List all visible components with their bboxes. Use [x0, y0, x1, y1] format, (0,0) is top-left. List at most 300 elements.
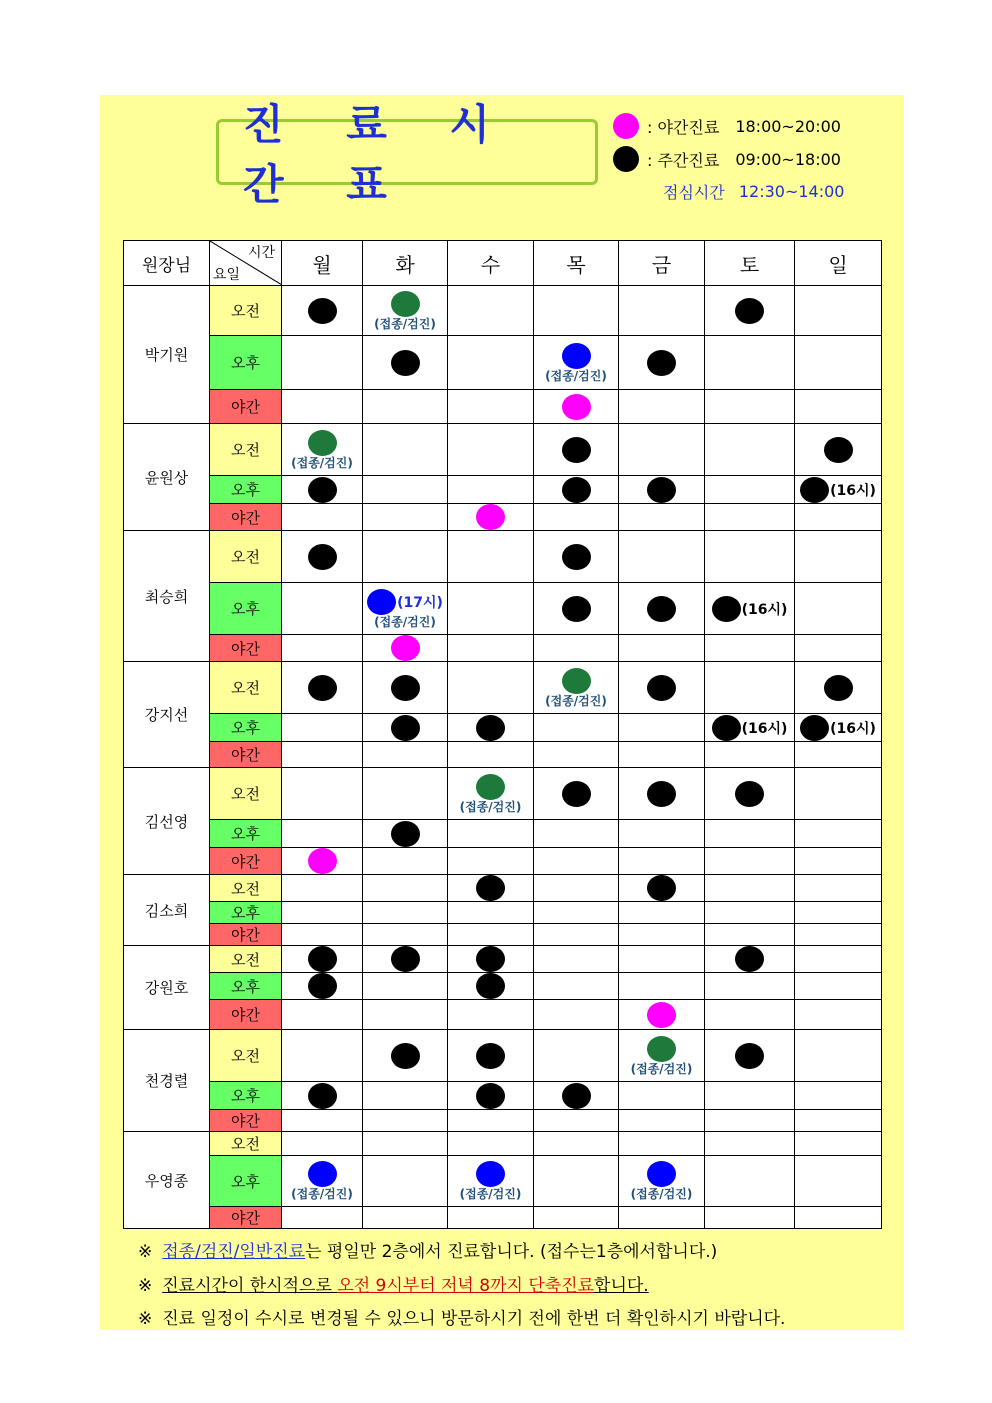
legend-night-time: 18:00~20:00 [735, 116, 841, 136]
schedule-cell [363, 476, 448, 504]
schedule-cell [448, 973, 534, 1000]
schedule-cell [534, 424, 619, 476]
legend-day [613, 146, 841, 172]
schedule-cell [795, 504, 882, 531]
schedule-cell [705, 476, 795, 504]
black-dot-icon [562, 596, 591, 622]
header-doctor: 원장님 [124, 241, 210, 286]
schedule-cell [363, 662, 448, 714]
legend-day-time: 09:00~18:00 [735, 149, 841, 169]
schedule-cell [619, 1030, 705, 1082]
schedule-cell [282, 946, 363, 973]
schedule-cell [448, 424, 534, 476]
period-label: 오전 [210, 286, 282, 336]
schedule-cell [534, 848, 619, 875]
black-dot-icon [735, 781, 764, 807]
schedule-cell [795, 1030, 882, 1082]
schedule-cell [705, 973, 795, 1000]
schedule-cell [619, 476, 705, 504]
black-dot-icon [647, 350, 676, 376]
schedule-cell [619, 583, 705, 635]
schedule-cell [705, 714, 795, 742]
magenta-dot-icon [647, 1002, 676, 1028]
black-dot-icon [800, 477, 829, 503]
period-label: 야간 [210, 1207, 282, 1229]
blue-dot-icon [308, 1161, 337, 1187]
black-dot-icon [476, 1083, 505, 1109]
schedule-cell [534, 583, 619, 635]
black-dot-icon [308, 477, 337, 503]
schedule-cell [448, 1082, 534, 1110]
black-dot-icon [647, 477, 676, 503]
schedule-cell [619, 820, 705, 848]
schedule-cell [534, 1207, 619, 1229]
schedule-cell [534, 714, 619, 742]
schedule-cell [282, 583, 363, 635]
schedule-cell [534, 662, 619, 714]
schedule-cell [363, 848, 448, 875]
schedule-cell [795, 924, 882, 946]
period-label: 야간 [210, 848, 282, 875]
schedule-cell [282, 1082, 363, 1110]
period-label: 오전 [210, 768, 282, 820]
schedule-cell [282, 924, 363, 946]
schedule-cell [705, 848, 795, 875]
period-label: 오전 [210, 531, 282, 583]
vaccine-checkup-note: (접종/검진) [374, 614, 436, 629]
schedule-cell [363, 504, 448, 531]
magenta-dot-icon [613, 113, 639, 139]
black-dot-icon [391, 1043, 420, 1069]
schedule-cell [363, 286, 448, 336]
schedule-cell [448, 946, 534, 973]
schedule-cell [795, 1207, 882, 1229]
schedule-cell [282, 973, 363, 1000]
schedule-cell [363, 875, 448, 902]
schedule-cell [619, 424, 705, 476]
schedule-cell [795, 714, 882, 742]
schedule-cell [363, 902, 448, 924]
schedule-cell [282, 1156, 363, 1207]
schedule-cell [795, 662, 882, 714]
black-dot-icon [562, 477, 591, 503]
schedule-cell [363, 390, 448, 424]
blue-dot-icon [562, 343, 591, 369]
blue-dot-icon [647, 1161, 676, 1187]
schedule-cell [619, 946, 705, 973]
vaccine-checkup-note: (접종/검진) [291, 1187, 353, 1201]
period-label: 오전 [210, 1132, 282, 1156]
header-day: 토 [705, 241, 795, 286]
schedule-cell [795, 1132, 882, 1156]
period-label: 오후 [210, 1156, 282, 1207]
schedule-cell [534, 875, 619, 902]
black-dot-icon [476, 1043, 505, 1069]
schedule-cell [619, 714, 705, 742]
magenta-dot-icon [391, 635, 420, 661]
black-dot-icon [735, 298, 764, 324]
schedule-cell [619, 390, 705, 424]
schedule-cell [363, 714, 448, 742]
magenta-dot-icon [308, 848, 337, 874]
schedule-cell [705, 1000, 795, 1030]
schedule-cell [282, 662, 363, 714]
schedule-cell [705, 875, 795, 902]
schedule-cell [705, 286, 795, 336]
title-box [216, 100, 598, 209]
schedule-cell [363, 336, 448, 390]
footer-note-3: ※ 진료 일정이 수시로 변경될 수 있으니 방문하시기 전에 한번 더 확인하시기 바랍니다. [138, 1309, 786, 1329]
vaccine-checkup-note: (접종/검진) [291, 455, 353, 470]
header-day: 월 [282, 241, 363, 286]
legend-lunch [663, 180, 844, 203]
schedule-cell [282, 820, 363, 848]
green-dot-icon [647, 1036, 676, 1062]
schedule-cell [534, 390, 619, 424]
doctor-name: 박기원 [124, 286, 210, 424]
doctor-name: 김선영 [124, 768, 210, 875]
schedule-cell [795, 336, 882, 390]
schedule-cell [619, 1110, 705, 1132]
schedule-cell [795, 583, 882, 635]
magenta-dot-icon [562, 394, 591, 420]
schedule-table [123, 240, 882, 1229]
schedule-cell [534, 946, 619, 973]
period-label: 오후 [210, 973, 282, 1000]
schedule-cell [534, 336, 619, 390]
schedule-cell [795, 973, 882, 1000]
black-dot-icon [308, 675, 337, 701]
black-dot-icon [647, 675, 676, 701]
hour-suffix: (16시) [830, 720, 876, 737]
black-dot-icon [562, 437, 591, 463]
header-diagonal [210, 241, 282, 286]
schedule-cell [448, 390, 534, 424]
schedule-cell [705, 1030, 795, 1082]
lunch-label: 점심시간 [663, 183, 725, 202]
schedule-cell [619, 1156, 705, 1207]
black-dot-icon [735, 946, 764, 972]
schedule-cell [363, 1030, 448, 1082]
schedule-cell [363, 531, 448, 583]
schedule-cell [282, 286, 363, 336]
schedule-cell [282, 476, 363, 504]
blue-dot-icon [367, 589, 396, 615]
schedule-cell [795, 820, 882, 848]
doctor-name: 최승희 [124, 531, 210, 662]
schedule-cell [619, 742, 705, 768]
schedule-cell [705, 742, 795, 768]
schedule-cell [448, 742, 534, 768]
schedule-cell [448, 1030, 534, 1082]
green-dot-icon [308, 430, 337, 456]
schedule-cell [282, 336, 363, 390]
schedule-cell [534, 1132, 619, 1156]
schedule-cell [705, 583, 795, 635]
black-dot-icon [613, 146, 639, 172]
schedule-cell [448, 820, 534, 848]
schedule-cell [705, 1132, 795, 1156]
black-dot-icon [476, 715, 505, 741]
header-time-label: 시간 [247, 245, 275, 261]
black-dot-icon [476, 946, 505, 972]
green-dot-icon [562, 668, 591, 694]
black-dot-icon [391, 821, 420, 847]
schedule-cell [363, 768, 448, 820]
schedule-cell [534, 635, 619, 662]
period-label: 오후 [210, 820, 282, 848]
schedule-cell [448, 531, 534, 583]
schedule-cell [282, 768, 363, 820]
schedule-cell [448, 875, 534, 902]
black-dot-icon [308, 544, 337, 570]
schedule-cell [448, 714, 534, 742]
black-dot-icon [647, 875, 676, 901]
doctor-name: 김소희 [124, 875, 210, 946]
schedule-cell [448, 476, 534, 504]
schedule-cell [619, 286, 705, 336]
schedule-cell [619, 1132, 705, 1156]
schedule-cell [282, 424, 363, 476]
schedule-cell [534, 1000, 619, 1030]
header-day: 금 [619, 241, 705, 286]
green-dot-icon [476, 774, 505, 800]
hour-suffix: (16시) [741, 720, 788, 737]
vaccine-checkup-note: (접종/검진) [545, 693, 607, 708]
schedule-cell [363, 1132, 448, 1156]
schedule-cell [363, 1207, 448, 1229]
black-dot-icon [308, 1083, 337, 1109]
black-dot-icon [391, 715, 420, 741]
schedule-cell [534, 973, 619, 1000]
schedule-cell [705, 635, 795, 662]
lunch-time: 12:30~14:00 [738, 182, 845, 201]
schedule-cell [795, 946, 882, 973]
black-dot-icon [562, 544, 591, 570]
footer-note-2: ※ 진료시간이 한시적으로 오전 9시부터 저녁 8까지 단축진료합니다. [138, 1276, 649, 1296]
black-dot-icon [391, 350, 420, 376]
schedule-cell [534, 1030, 619, 1082]
header-day: 수 [448, 241, 534, 286]
vaccine-checkup-note: (접종/검진) [374, 316, 436, 331]
schedule-cell [282, 875, 363, 902]
black-dot-icon [800, 715, 829, 741]
magenta-dot-icon [476, 504, 505, 530]
schedule-cell [705, 946, 795, 973]
schedule-cell [705, 662, 795, 714]
schedule-cell [363, 973, 448, 1000]
schedule-cell [619, 848, 705, 875]
schedule-cell [282, 902, 363, 924]
schedule-cell [282, 1030, 363, 1082]
schedule-cell [795, 635, 882, 662]
vaccine-checkup-note: (접종/검진) [545, 368, 607, 383]
schedule-cell [448, 848, 534, 875]
schedule-cell [705, 1110, 795, 1132]
schedule-cell [282, 1110, 363, 1132]
period-label: 오후 [210, 714, 282, 742]
black-dot-icon [476, 875, 505, 901]
schedule-cell [363, 1082, 448, 1110]
legend-night [613, 113, 841, 139]
black-dot-icon [647, 596, 676, 622]
schedule-cell [363, 924, 448, 946]
schedule-cell [795, 1156, 882, 1207]
vaccine-checkup-note: (접종/검진) [459, 799, 522, 814]
schedule-cell [363, 946, 448, 973]
schedule-cell [619, 924, 705, 946]
schedule-cell [534, 504, 619, 531]
schedule-cell [448, 1000, 534, 1030]
black-dot-icon [391, 675, 420, 701]
schedule-cell [448, 662, 534, 714]
schedule-cell [534, 768, 619, 820]
period-label: 오전 [210, 875, 282, 902]
schedule-cell [282, 635, 363, 662]
black-dot-icon [562, 781, 591, 807]
schedule-cell [795, 286, 882, 336]
schedule-table-wrap [123, 240, 882, 1229]
schedule-cell [363, 635, 448, 662]
black-dot-icon [735, 1043, 764, 1069]
schedule-cell [619, 1207, 705, 1229]
page-title: 진 료 시 간 표 [243, 100, 514, 209]
period-label: 오후 [210, 902, 282, 924]
schedule-cell [363, 742, 448, 768]
period-label: 야간 [210, 1110, 282, 1132]
period-label: 오후 [210, 583, 282, 635]
period-label: 오전 [210, 946, 282, 973]
period-label: 오전 [210, 662, 282, 714]
schedule-cell [448, 1132, 534, 1156]
legend-day-label: : 주간진료 [647, 150, 720, 170]
period-label: 오전 [210, 1030, 282, 1082]
schedule-cell [282, 1207, 363, 1229]
schedule-cell [619, 504, 705, 531]
period-label: 오후 [210, 476, 282, 504]
black-dot-icon [824, 437, 853, 463]
schedule-cell [282, 1000, 363, 1030]
header-day: 화 [363, 241, 448, 286]
vaccine-checkup-note: (접종/검진) [459, 1187, 522, 1201]
schedule-cell [619, 336, 705, 390]
schedule-cell [363, 1156, 448, 1207]
black-dot-icon [712, 596, 741, 622]
schedule-cell [795, 476, 882, 504]
schedule-cell [534, 820, 619, 848]
schedule-cell [705, 336, 795, 390]
schedule-cell [795, 902, 882, 924]
schedule-cell [619, 875, 705, 902]
header-day-label: 요일 [213, 267, 241, 283]
black-dot-icon [308, 946, 337, 972]
period-label: 야간 [210, 635, 282, 662]
schedule-cell [448, 504, 534, 531]
schedule-cell [282, 742, 363, 768]
schedule-cell [363, 583, 448, 635]
schedule-cell [619, 902, 705, 924]
period-label: 야간 [210, 742, 282, 768]
schedule-cell [282, 531, 363, 583]
schedule-cell [534, 902, 619, 924]
schedule-cell [534, 1082, 619, 1110]
schedule-cell [705, 1156, 795, 1207]
schedule-cell [795, 1110, 882, 1132]
period-label: 오후 [210, 1082, 282, 1110]
schedule-cell [534, 531, 619, 583]
schedule-cell [705, 504, 795, 531]
doctor-name: 강원호 [124, 946, 210, 1030]
schedule-cell [282, 390, 363, 424]
schedule-cell [795, 531, 882, 583]
hour-suffix: (17시) [397, 594, 443, 611]
black-dot-icon [391, 946, 420, 972]
legend-night-label: : 야간진료 [647, 117, 720, 137]
schedule-cell [448, 336, 534, 390]
schedule-cell [619, 1082, 705, 1110]
schedule-cell [705, 902, 795, 924]
black-dot-icon [308, 298, 337, 324]
schedule-cell [795, 1082, 882, 1110]
schedule-cell [282, 714, 363, 742]
schedule-cell [534, 1110, 619, 1132]
schedule-cell [705, 424, 795, 476]
schedule-cell [705, 924, 795, 946]
doctor-name: 우영종 [124, 1132, 210, 1229]
period-label: 야간 [210, 1000, 282, 1030]
schedule-cell [619, 973, 705, 1000]
schedule-cell [795, 742, 882, 768]
schedule-cell [705, 1207, 795, 1229]
schedule-cell [534, 1156, 619, 1207]
doctor-name: 윤원상 [124, 424, 210, 531]
schedule-cell [619, 1000, 705, 1030]
header-day: 목 [534, 241, 619, 286]
schedule-cell [705, 531, 795, 583]
schedule-cell [705, 768, 795, 820]
blue-dot-icon [476, 1161, 505, 1187]
period-label: 야간 [210, 390, 282, 424]
schedule-cell [795, 424, 882, 476]
schedule-cell [448, 583, 534, 635]
schedule-cell [282, 1132, 363, 1156]
schedule-cell [448, 902, 534, 924]
black-dot-icon [476, 973, 505, 999]
schedule-cell [534, 286, 619, 336]
period-label: 오후 [210, 336, 282, 390]
schedule-cell [448, 1207, 534, 1229]
schedule-cell [363, 1000, 448, 1030]
footer-note-1: ※ 접종/검진/일반진료는 평일만 2층에서 진료합니다. (접수는1층에서합니다.) [138, 1242, 718, 1262]
footer-highlight-2: 오전 9시부터 저녁 8까지 단축진료 [337, 1276, 595, 1296]
period-label: 야간 [210, 924, 282, 946]
schedule-cell [619, 635, 705, 662]
schedule-cell [795, 1000, 882, 1030]
hour-suffix: (16시) [741, 601, 788, 618]
header-day: 일 [795, 241, 882, 286]
schedule-cell [448, 635, 534, 662]
schedule-cell [795, 875, 882, 902]
doctor-name: 강지선 [124, 662, 210, 768]
schedule-cell [282, 504, 363, 531]
schedule-cell [534, 742, 619, 768]
vaccine-checkup-note: (접종/검진) [630, 1061, 693, 1076]
schedule-cell [363, 820, 448, 848]
schedule-cell [534, 924, 619, 946]
schedule-cell [448, 286, 534, 336]
vaccine-checkup-note: (접종/검진) [630, 1187, 693, 1201]
black-dot-icon [562, 1083, 591, 1109]
